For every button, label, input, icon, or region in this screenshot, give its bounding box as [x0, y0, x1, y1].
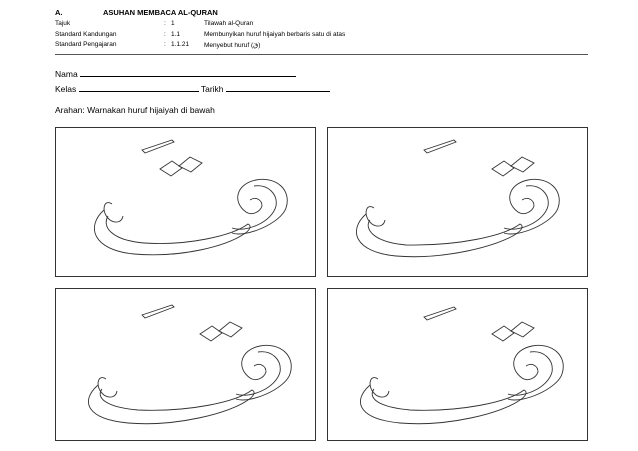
section-title-row — [55, 8, 588, 20]
worksheet-header — [55, 8, 588, 52]
coloring-box-4[interactable] — [327, 288, 588, 441]
nama-input-line[interactable] — [80, 67, 296, 77]
section-title: ASUHAN MEMBACA AL-QURAN — [103, 8, 218, 17]
qaf-outline-letter — [328, 128, 587, 276]
qaf-outline-letter — [328, 289, 587, 440]
meta-label: Tajuk — [55, 20, 71, 27]
meta-row-standard-kandungan — [55, 31, 588, 42]
meta-code: 1 — [171, 20, 175, 27]
meta-colon: : — [164, 41, 166, 48]
meta-code: 1.1.21 — [171, 41, 190, 48]
nama-label: Nama — [55, 69, 78, 79]
meta-row-standard-pengajaran — [55, 41, 588, 52]
kelas-label: Kelas — [55, 84, 77, 94]
qaf-outline-letter — [56, 289, 315, 440]
nama-line — [55, 67, 296, 79]
coloring-box-3[interactable] — [55, 288, 316, 441]
meta-row-tajuk — [55, 20, 588, 31]
meta-text: Menyebut huruf (قَ) — [204, 42, 261, 49]
header-divider — [55, 54, 588, 55]
coloring-box-2[interactable] — [327, 127, 588, 277]
section-number: A. — [55, 8, 63, 17]
kelas-line — [55, 82, 330, 94]
meta-label: Standard Pengajaran — [55, 41, 117, 48]
coloring-box-1[interactable] — [55, 127, 316, 277]
qaf-outline-letter — [56, 128, 315, 276]
meta-label: Standard Kandungan — [55, 30, 117, 38]
meta-colon: : — [164, 30, 166, 38]
meta-text: Tilawah al-Quran — [204, 20, 254, 27]
meta-text: Membunyikan huruf hijaiyah berbaris satu di atas — [204, 30, 346, 38]
instruction-text: Arahan: Warnakan huruf hijaiyah di bawah — [55, 105, 215, 115]
meta-code: 1.1 — [171, 30, 181, 38]
tarikh-input-line[interactable] — [226, 82, 330, 92]
kelas-input-line[interactable] — [79, 82, 199, 92]
meta-colon: : — [164, 20, 166, 27]
tarikh-label: Tarikh — [200, 84, 224, 94]
